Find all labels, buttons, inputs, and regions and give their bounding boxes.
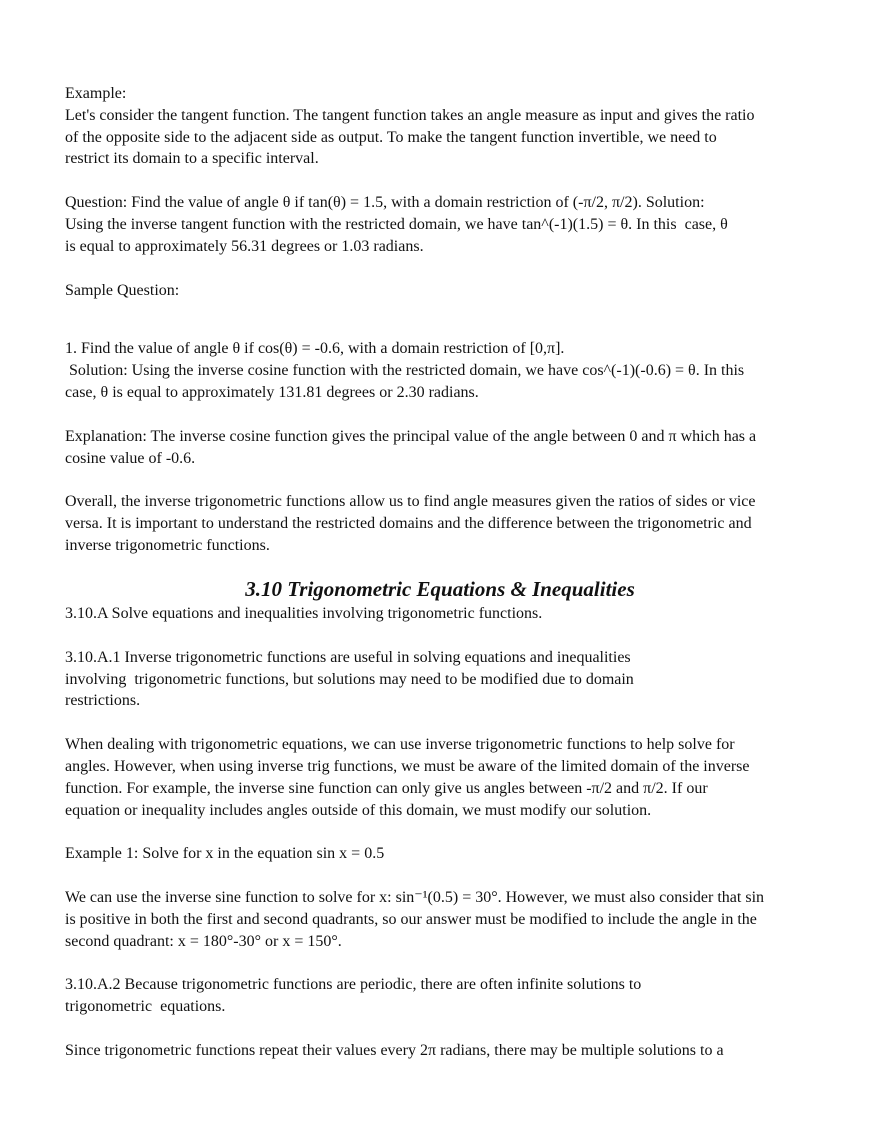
text-line: restrict its domain to a specific interval. (65, 150, 319, 167)
text-line: Using the inverse tangent function with the restricted domain, we have tan^(-1)(1.5) = θ. In this case, θ (65, 216, 728, 233)
learning-objective: 3.10.A Solve equations and inequalities involving trigonometric functions. (65, 605, 543, 622)
text-line: cosine value of -0.6. (65, 450, 196, 467)
text-line: involving trigonometric functions, but solutions may need to be modified due to domain (65, 671, 634, 688)
essential-knowledge-1: 3.10.A.1 Inverse trigonometric functions are useful in solving equations and inequalities (65, 649, 631, 666)
essential-knowledge-2: 3.10.A.2 Because trigonometric functions are periodic, there are often infinite solutions to (65, 976, 642, 993)
text-line: versa. It is important to understand the restricted domains and the difference between the trigonometric and (65, 515, 752, 532)
text-line: trigonometric equations. (65, 998, 226, 1015)
text-line: is positive in both the first and second quadrants, so our answer must be modified to include the angle in the (65, 911, 757, 928)
text-line: restrictions. (65, 692, 141, 709)
paragraph-line: We can use the inverse sine function to solve for x: sin⁻¹(0.5) = 30°. However, we must also consider that sin (65, 889, 765, 906)
paragraph-line: When dealing with trigonometric equations, we can use inverse trigonometric functions to help solve for (65, 736, 735, 753)
text-line: second quadrant: x = 180°-30° or x = 150°. (65, 933, 342, 950)
explanation-line: Explanation: The inverse cosine function gives the principal value of the angle between 0 and π which has a (65, 428, 757, 445)
text-line: equation or inequality includes angles outside of this domain, we must modify our solution. (65, 802, 652, 819)
text-line: of the opposite side to the adjacent side as output. To make the tangent function invertible, we need to (65, 129, 717, 146)
sample-question-item: 1. Find the value of angle θ if cos(θ) = -0.6, with a domain restriction of [0,π]. (65, 340, 565, 357)
example-label: Example: (65, 85, 127, 102)
example-1-line: Example 1: Solve for x in the equation sin x = 0.5 (65, 845, 385, 862)
text-line: inverse trigonometric functions. (65, 537, 270, 554)
text-line: Let's consider the tangent function. The tangent function takes an angle measure as input and gives the ratio (65, 107, 755, 124)
text-line: Solution: Using the inverse cosine function with the restricted domain, we have cos^(-1)(-0.6) = θ. In this (65, 362, 745, 379)
paragraph-line: Since trigonometric functions repeat their values every 2π radians, there may be multiple solutions to a (65, 1042, 724, 1059)
text-line: case, θ is equal to approximately 131.81 degrees or 2.30 radians. (65, 384, 479, 401)
question-line: Question: Find the value of angle θ if tan(θ) = 1.5, with a domain restriction of (-π/2, π/2). Solution: (65, 194, 705, 211)
text-line: is equal to approximately 56.31 degrees or 1.03 radians. (65, 238, 424, 255)
section-heading: 3.10 Trigonometric Equations & Inequalities (245, 577, 635, 601)
sample-question-label: Sample Question: (65, 282, 180, 299)
overall-line: Overall, the inverse trigonometric functions allow us to find angle measures given the ratios of sides or vice (65, 493, 756, 510)
text-line: angles. However, when using inverse trig functions, we must be aware of the limited domain of the inverse (65, 758, 750, 775)
text-line: function. For example, the inverse sine function can only give us angles between -π/2 and π/2. If our (65, 780, 708, 797)
